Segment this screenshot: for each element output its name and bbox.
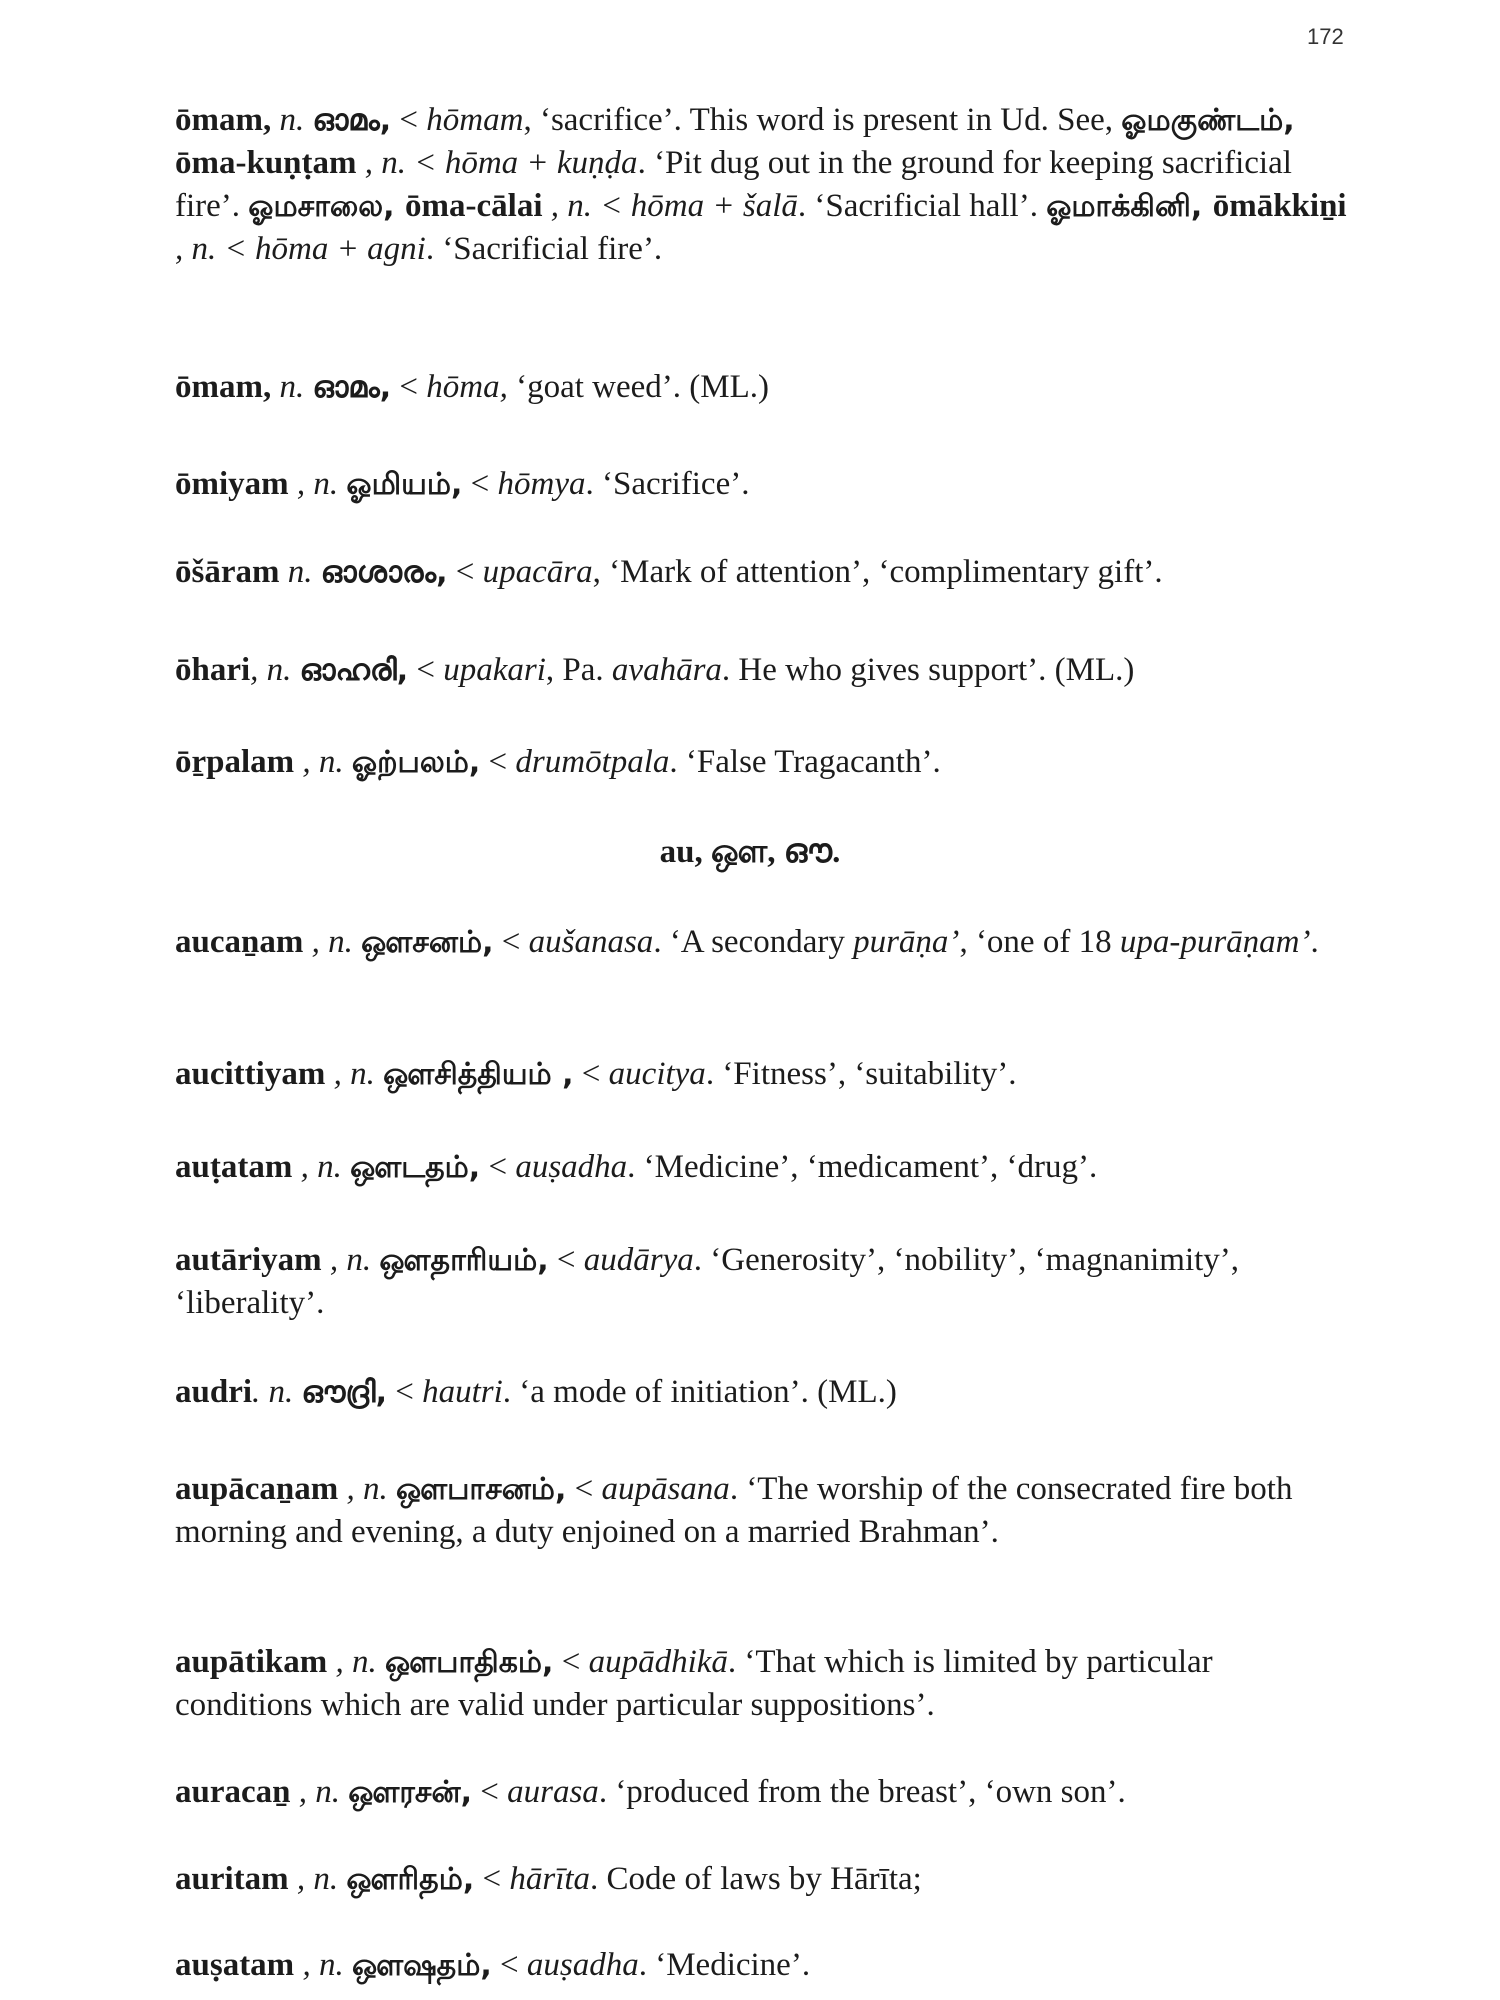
dictionary-entry [175,649,1355,692]
dictionary-entry [175,1771,1355,1814]
dictionary-entry [175,1641,1355,1727]
source-word: upa-purāṇam’ [1119,924,1311,960]
part-of-speech: , n. [250,652,300,688]
headword: aucaṉam [175,924,304,960]
sub-definition: . ‘Sacrificial hall’. [797,188,1047,224]
dictionary-entry [175,1944,1355,1987]
part-of-speech: . n. [252,1374,302,1410]
part-of-speech: n. [279,554,321,590]
derivation-mark: < [462,466,498,502]
source-word: hārīta [509,1861,591,1897]
sub-definition: . ‘Pit dug out in the ground for keeping sacrificial fire’. [175,145,1292,224]
dictionary-entry [175,551,1355,594]
definition: . Code of laws by Hārīta; [590,1861,922,1897]
headword: auṭatam [175,1149,293,1185]
definition: . ‘Sacrifice’. [585,466,750,502]
definition: . ‘Medicine’, ‘medicament’, ‘drug’. [627,1149,1098,1185]
part-of-speech: , n. [290,1774,349,1810]
derivation-mark: < [391,102,427,138]
definition: . ‘That which is limited by particular conditions which are valid under particular suppositions’. [175,1644,1213,1723]
dictionary-entry [175,99,1355,271]
dictionary-entry [175,1053,1355,1096]
native-script: ஔசனம், [361,925,494,960]
headword: autāriyam [175,1242,322,1278]
dictionary-entry [175,921,1355,964]
headword: audri [175,1374,253,1410]
sub-part-of-speech: , n. < [175,231,256,267]
dictionary-entry [175,1468,1355,1554]
derivation-mark: < [573,1056,609,1092]
sub-native-script: ஓமகுண்டம், [1121,103,1295,138]
native-script: ஔரசன், [348,1775,472,1810]
headword: auritam [175,1861,289,1897]
headword: auṣatam [175,1947,295,1983]
definition: , Pa. [545,652,612,688]
derivation-mark: < [447,554,483,590]
definition: . ‘The worship of the consecrated fire both morning and evening, a duty enjoined on a married Brahman’. [175,1471,1293,1550]
definition: , ‘Mark of attention’, ‘complimentary gift’. [592,554,1163,590]
part-of-speech: , n. [288,1861,347,1897]
native-script: ஔடதம், [350,1150,481,1185]
derivation-mark: < [480,744,516,780]
headword: ōmam, [175,102,272,138]
sub-native-script: ஓமாக்கினி, [1046,189,1213,224]
native-script: ஓமியம், [346,467,463,502]
native-script: ஔபாதிகம், [384,1645,554,1680]
sub-source-word: hōma + kuṇḍa [444,145,638,181]
definition: , ‘one of 18 [959,924,1120,960]
source-word: auṣadha [526,1947,639,1983]
derivation-mark: < [493,924,529,960]
part-of-speech: , n. [338,1471,396,1507]
source-word: aupādhikā [588,1644,728,1680]
dictionary-entry [175,1239,1355,1325]
source-word: aupāsana [601,1471,730,1507]
sub-definition: . ‘Sacrificial fire’. [425,231,663,267]
sub-headword: ōma-cālai [405,188,543,224]
derivation-mark: < [566,1471,602,1507]
native-script: ഔദ്രി, [301,1375,387,1410]
definition: . ‘Generosity’, ‘nobility’, ‘magnanimity’, ‘liberality’. [175,1242,1240,1321]
native-script: ஔதாரியம், [379,1243,549,1278]
native-script: ഓഹരി, [299,653,409,688]
native-script: ഓശാരം, [320,555,448,590]
headword: ōmam, [175,369,272,405]
dictionary-entry [175,1858,1355,1901]
sub-source-word: hōma + šalā [630,188,798,224]
sub-source-word: hōma + agni [255,231,426,267]
definition: . ‘Medicine’. [638,1947,811,1983]
native-script: ஔரிதம், [346,1862,475,1897]
definition: . ‘a mode of initiation’. (ML.) [502,1374,897,1410]
native-script: ഓമം, [312,370,392,405]
native-script: ஔசித்தியம் , [383,1057,574,1092]
part-of-speech: , n. [327,1644,385,1680]
source-word: aucitya [608,1056,706,1092]
source-word: audārya [583,1242,694,1278]
source-word: aušanasa [528,924,654,960]
page-number: 172 [1307,24,1344,49]
source-word: hōma, [426,369,508,405]
part-of-speech: n. [271,369,313,405]
headword: ōšāram [175,554,280,590]
source-word: drumōtpala [515,744,670,780]
definition: , ‘sacrifice’. This word is present in Ud. See, [523,102,1114,138]
headword: ōmiyam [175,466,289,502]
derivation-mark: < [474,1861,510,1897]
derivation-mark: < [491,1947,527,1983]
sub-part-of-speech: , n. < [356,145,445,181]
part-of-speech: , n. [292,1149,351,1185]
sub-headword: ōma-kuṇṭam [175,145,357,181]
headword: aupācaṉam [175,1471,339,1507]
dictionary-entry [175,463,1355,506]
definition: ‘goat weed’. (ML.) [507,369,770,405]
part-of-speech: , n. [294,744,352,780]
definition: . ‘Fitness’, ‘suitability’. [705,1056,1017,1092]
native-script: ஓற்பலம், [351,745,481,780]
dictionary-entry [175,741,1355,784]
part-of-speech: n. [271,102,313,138]
sub-native-script: ஓமசாலை, [248,189,406,224]
definition: . ‘A secondary [653,924,854,960]
source-word: upacāra [482,554,593,590]
derivation-mark: < [408,652,444,688]
headword: aupātikam [175,1644,328,1680]
dictionary-entry [175,1371,1355,1414]
sub-part-of-speech: , n. < [542,188,631,224]
derivation-mark: < [480,1149,516,1185]
source-word: auṣadha [515,1149,628,1185]
native-script: ஔஷதம், [351,1948,492,1983]
source-word: avahāra [611,652,722,688]
section-heading: au, ஔ, ഔ. [659,834,841,870]
source-word: upakari [443,652,546,688]
source-word: hautri [422,1374,503,1410]
definition: . ‘False Tragacanth’. [669,744,941,780]
part-of-speech: , n. [321,1242,380,1278]
derivation-mark: < [548,1242,584,1278]
derivation-mark: < [553,1644,589,1680]
native-script: ஔபாசனம், [395,1472,567,1507]
source-word: aurasa [507,1774,599,1810]
headword: aucittiyam [175,1056,326,1092]
headword: ōhari [175,652,251,688]
sub-headword: ōmākkiṉi [1212,188,1347,224]
headword: auracaṉ [175,1774,291,1810]
source-word: hōmam [426,102,524,138]
dictionary-entry [175,1146,1355,1189]
native-script: ഓമം, [312,103,392,138]
definition: . ‘produced from the breast’, ‘own son’. [598,1774,1126,1810]
dictionary-entry [175,366,1355,409]
derivation-mark: < [472,1774,508,1810]
part-of-speech: , n. [325,1056,384,1092]
derivation-mark: < [386,1374,423,1410]
derivation-mark: < [391,369,427,405]
definition: . He who gives support’. (ML.) [721,652,1135,688]
part-of-speech: , n. [303,924,362,960]
definition: . [1310,924,1319,960]
source-word: hōmya [497,466,586,502]
source-word: purāṇa’ [853,924,960,960]
headword: ōṟpalam [175,744,295,780]
part-of-speech: , n. [288,466,347,502]
part-of-speech: , n. [294,1947,352,1983]
